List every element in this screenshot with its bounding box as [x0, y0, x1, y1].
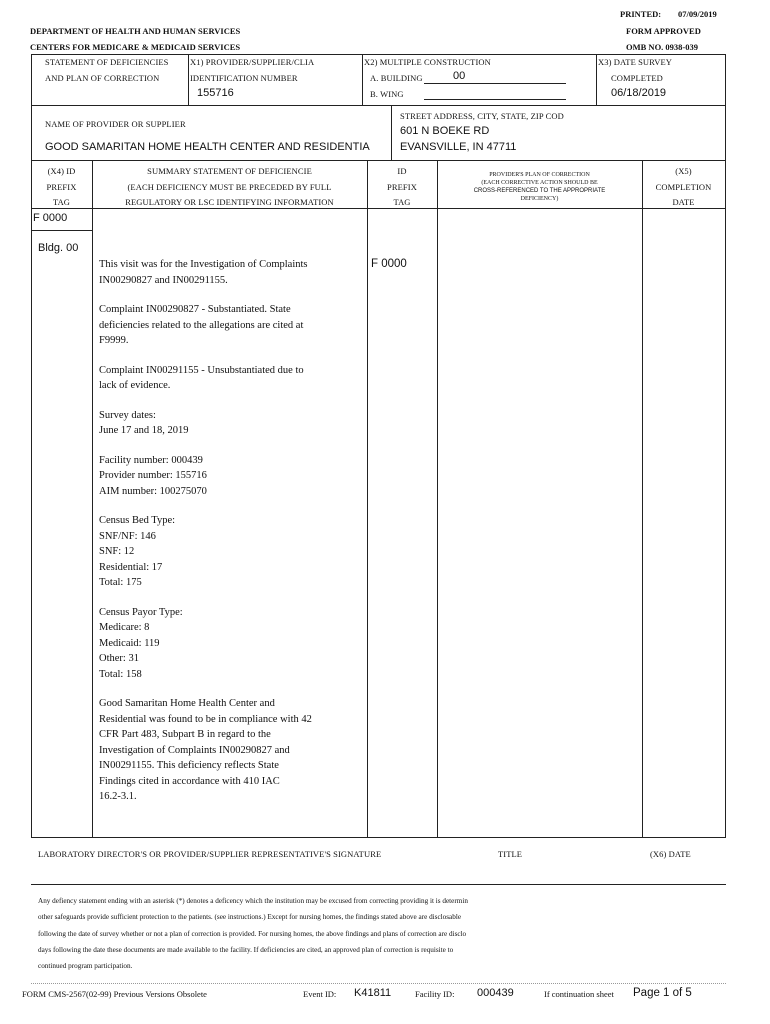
signature-date-label: (X6) DATE — [650, 849, 691, 859]
x1-label-2: IDENTIFICATION NUMBER — [190, 73, 298, 83]
omb-number: OMB NO. 0938-039 — [626, 42, 699, 52]
summary-paragraph: Census Payor Type: Medicare: 8 Medicaid: 119 Other: 31 Total: 158 — [99, 606, 183, 680]
address-label: STREET ADDRESS, CITY, STATE, ZIP COD — [400, 111, 564, 121]
title-label: TITLE — [498, 849, 523, 859]
event-id-value: K41811 — [354, 987, 392, 999]
x1-label-1: X1) PROVIDER/SUPPLIER/CLIA — [190, 57, 315, 67]
summary-paragraph: Facility number: 000439 Provider number: 155716 AIM number: 100275070 — [99, 454, 207, 497]
facility-id-label: Facility ID: — [415, 989, 455, 999]
statement-label-2: AND PLAN OF CORRECTION — [45, 73, 160, 83]
plan-header-2: (EACH CORRECTIVE ACTION SHOULD BE — [481, 180, 598, 186]
disclaimer-line: continued program participation. — [38, 962, 133, 971]
printed-date: 07/09/2019 — [678, 9, 717, 19]
signature-label: LABORATORY DIRECTOR'S OR PROVIDER/SUPPLIER REPRESENTATIVE'S SIGNATURE — [38, 849, 382, 859]
summary-paragraph: Complaint IN00291155 - Unsubstantiated due to lack of evidence. — [99, 364, 304, 391]
summary-paragraph: Complaint IN00290827 - Substantiated. State deficiencies related to the allegations are cited at F9999. — [99, 304, 304, 346]
summary-paragraph: Survey dates: June 17 and 18, 2019 — [99, 409, 189, 436]
summary-paragraph: Good Samaritan Home Health Center and Residential was found to be in compliance with 42 CFR Part 483, Subpart B in regard to the Investigation of Complaints IN00290827 and IN00291155. This deficiency reflects State Findings cited in accordance with 410 IAC 16.2-3.1. — [99, 698, 312, 802]
x4-header-1: (X4) ID — [47, 166, 76, 176]
facility-id-value: 000439 — [477, 987, 514, 999]
x3-label-1: X3) DATE SURVEY — [598, 57, 673, 67]
address-line2: EVANSVILLE, IN 47711 — [400, 141, 517, 153]
provider-name: GOOD SAMARITAN HOME HEALTH CENTER AND RESIDENTIA — [45, 141, 370, 153]
wing-label: B. WING — [370, 89, 404, 99]
x4-header-2: PREFIX — [46, 182, 77, 192]
id-header-3: TAG — [393, 197, 411, 207]
id-header-2: PREFIX — [387, 182, 417, 192]
form-number: FORM CMS-2567(02-99) Previous Versions Obsolete — [22, 989, 207, 999]
centers-title: CENTERS FOR MEDICARE & MEDICAID SERVICES — [30, 42, 241, 52]
page-indicator: Page 1 of 5 — [633, 987, 692, 999]
summary-paragraph: This visit was for the Investigation of Complaints IN00290827 and IN00291155. — [99, 259, 308, 286]
continuation-label: If continuation sheet — [544, 989, 614, 999]
disclaimer-line: Any defiency statement ending with an asterisk (*) denotes a deficency which the institution may be excused from correcting providing it is determin — [38, 897, 468, 905]
plan-header-3: CROSS-REFERENCED TO THE APPROPRIATE — [473, 188, 606, 194]
form-approved: FORM APPROVED — [626, 26, 701, 36]
address-line1: 601 N BOEKE RD — [400, 125, 490, 137]
plan-header-4: DEFICIENCY) — [520, 196, 559, 202]
summary-header-1: SUMMARY STATEMENT OF DEFICIENCIE — [147, 166, 312, 176]
disclaimer-line: days following the date these documents are made available to the facility. If deficiencies are cited, an approved plan of correction is requisite to — [38, 945, 454, 954]
date-completed: 06/18/2019 — [611, 87, 667, 99]
x5-header-3: DATE — [672, 197, 695, 207]
id-header-1: ID — [397, 166, 407, 176]
summary-header-3: REGULATORY OR LSC IDENTIFYING INFORMATION — [125, 197, 334, 207]
plan-header-1: PROVIDER'S PLAN OF CORRECTION — [489, 172, 590, 178]
printed-label: PRINTED: — [620, 9, 662, 19]
x5-header-1: (X5) — [675, 166, 692, 176]
disclaimer-line: other safeguards provide sufficient protection to the patients. (see instructions.) Except for nursing homes, the findings stated above are disclosable — [38, 913, 462, 922]
x3-label-2: COMPLETED — [611, 73, 663, 83]
building-value: 00 — [453, 70, 466, 82]
building-label: A. BUILDING — [370, 73, 423, 83]
disclaimer — [38, 893, 728, 974]
x4-header-3: TAG — [52, 197, 71, 207]
statement-label-1: STATEMENT OF DEFICIENCIES — [45, 57, 169, 67]
provider-name-label: NAME OF PROVIDER OR SUPPLIER — [45, 119, 186, 129]
department-title: DEPARTMENT OF HEALTH AND HUMAN SERVICES — [30, 26, 241, 36]
summary-paragraph: Census Bed Type: SNF/NF: 146 SNF: 12 Residential: 17 Total: 175 — [99, 515, 176, 588]
x5-header-2: COMPLETION — [655, 182, 712, 192]
x2-label: X2) MULTIPLE CONSTRUCTION — [364, 57, 491, 67]
building-tag: Bldg. 00 — [38, 242, 79, 254]
provider-number: 155716 — [197, 87, 234, 99]
left-prefix-tag: F 0000 — [33, 212, 68, 224]
right-prefix-tag: F 0000 — [371, 258, 407, 270]
summary-statement — [99, 257, 361, 819]
event-id-label: Event ID: — [303, 989, 337, 999]
disclaimer-line: following the date of survey whether or not a plan of correction is provided. For nursing homes, the above findings and plans of correction are disclo — [38, 929, 467, 938]
summary-header-2: (EACH DEFICIENCY MUST BE PRECEDED BY FULL — [127, 182, 332, 192]
